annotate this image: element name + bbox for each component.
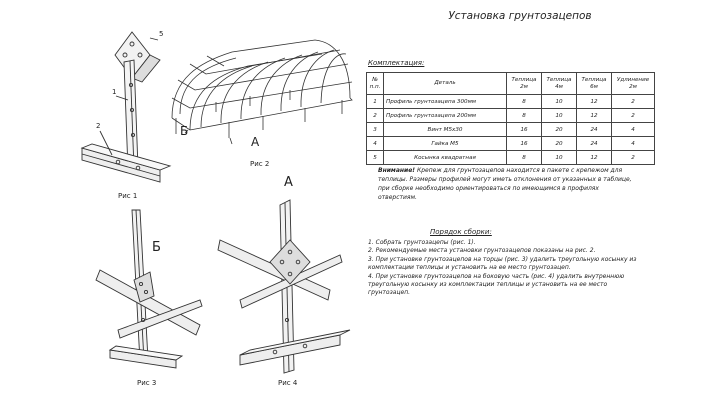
warning-note: [378, 166, 638, 202]
cell-part: Профиль грунтозацепа 300мм: [384, 95, 507, 109]
cell-qty-6m: 12: [577, 95, 612, 109]
col-part: Деталь: [384, 73, 507, 95]
table-row: [367, 123, 655, 137]
assembly-steps: [368, 239, 638, 298]
callout-2: 2: [96, 122, 101, 130]
cell-qty-2m: 16: [507, 123, 542, 137]
cell-qty-ext: 2: [612, 151, 655, 165]
cell-part: Косынка квадратная: [384, 151, 507, 165]
warning-text: Крепеж для грунтозацепов находится в пакете с крепежом для теплицы. Размеры профилей могут иметь отклонения от указанных в таблице, при сборке необходимо ориентироваться по имеющимся в профилях отверстиям.: [378, 167, 632, 201]
cell-qty-4m: 20: [542, 137, 577, 151]
table-row: [367, 109, 655, 123]
col-greenhouse-6m: Теплица 6м: [577, 73, 612, 95]
cell-qty-2m: 8: [507, 95, 542, 109]
fig3-caption: Рис 3: [137, 379, 157, 387]
cell-qty-2m: 8: [507, 109, 542, 123]
cell-qty-2m: 16: [507, 137, 542, 151]
cell-qty-6m: 24: [577, 137, 612, 151]
cell-number: 2: [367, 109, 384, 123]
fig1-caption: Рис 1: [118, 192, 138, 200]
cell-qty-ext: 4: [612, 137, 655, 151]
fig4-caption: Рис 4: [278, 379, 298, 387]
cell-qty-4m: 10: [542, 151, 577, 165]
parts-table: [366, 72, 655, 165]
table-row: [367, 137, 655, 151]
col-greenhouse-2m: Теплица 2м: [507, 73, 542, 95]
cell-qty-4m: 10: [542, 109, 577, 123]
col-greenhouse-4m: Теплица 4м: [542, 73, 577, 95]
cell-number: 4: [367, 137, 384, 151]
cell-qty-ext: 2: [612, 109, 655, 123]
cell-part: Профиль грунтозацепа 200мм: [384, 109, 507, 123]
table-header-row: [367, 73, 655, 95]
cell-qty-ext: 4: [612, 123, 655, 137]
assembly-order-heading: Порядок сборки:: [430, 228, 492, 236]
cell-part: Винт М5х30: [384, 123, 507, 137]
cell-qty-6m: 12: [577, 109, 612, 123]
cell-qty-2m: 8: [507, 151, 542, 165]
fig3-drawing: [96, 210, 202, 368]
cell-number: 1: [367, 95, 384, 109]
cell-number: 5: [367, 151, 384, 165]
fig2-caption: Рис 2: [250, 160, 270, 168]
page-title: Установка грунтозацепов: [448, 10, 592, 22]
step-2: 2. Рекомендуемые места установки грунтозацепов показаны на рис. 2.: [368, 247, 596, 255]
cell-qty-6m: 24: [577, 123, 612, 137]
step-4: 4. При установке грунтозацепов на боковую часть (рис. 4) удалить внутреннюю треугольную косынку из комплектации теплицы и установить на ее место грунтозацеп.: [368, 272, 625, 297]
view-a-marker-fig2: А: [251, 135, 260, 149]
step-3: 3. При установке грунтозацепов на торцы (рис. 3) удалить треугольную косынку из комплектации теплицы и установить на ее место грунтозацеп.: [368, 255, 637, 272]
fig4-drawing: [218, 200, 350, 373]
col-number: № п.п.: [367, 73, 384, 95]
cell-qty-4m: 10: [542, 95, 577, 109]
col-extension-2m: Удлинение 2м: [612, 73, 655, 95]
view-b-heading: Б: [152, 240, 161, 255]
step-1: 1. Собрать грунтозацепы (рис. 1).: [368, 239, 476, 246]
table-row: [367, 151, 655, 165]
callout-5: 5: [159, 30, 164, 38]
fig1-drawing: [82, 32, 170, 182]
cell-qty-ext: 2: [612, 95, 655, 109]
view-b-marker-fig2: Б: [180, 124, 189, 138]
cell-number: 3: [367, 123, 384, 137]
cell-qty-6m: 12: [577, 151, 612, 165]
warning-label: Внимание!: [378, 167, 416, 174]
table-row: [367, 95, 655, 109]
kit-heading: Комплектация:: [368, 59, 425, 67]
fig2-drawing: [172, 40, 352, 144]
cell-qty-4m: 20: [542, 123, 577, 137]
view-a-heading: А: [284, 175, 293, 190]
callout-1: 1: [112, 88, 117, 96]
cell-part: Гайка М5: [384, 137, 507, 151]
